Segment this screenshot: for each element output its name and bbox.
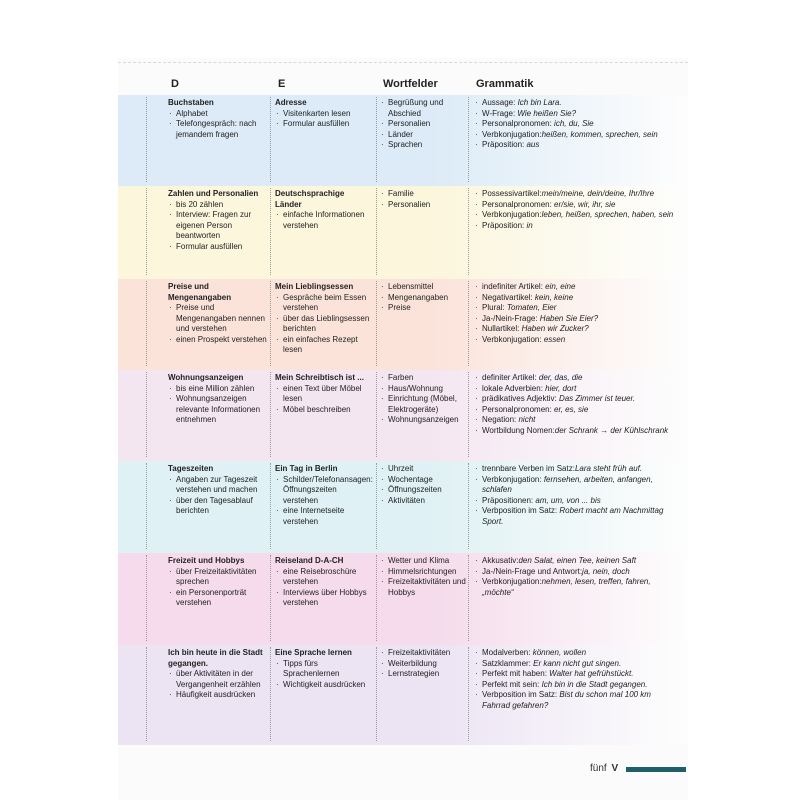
grammar-label: lokale Adverbien: bbox=[482, 383, 546, 393]
list-item: · Häufigkeit ausdrücken bbox=[168, 690, 268, 701]
column-divider bbox=[376, 97, 377, 182]
grammar-example: aus bbox=[526, 140, 540, 149]
list-item bbox=[474, 282, 674, 293]
page-number bbox=[590, 763, 618, 774]
list-item bbox=[474, 189, 674, 200]
grammar-label: Verbkonjugation: bbox=[482, 474, 544, 484]
header-grammatik: Grammatik bbox=[476, 78, 534, 90]
list-item: · über das Lieblingsessen berichten bbox=[275, 314, 373, 335]
grammar-example: am, um, von ... bis bbox=[535, 495, 601, 505]
list-item bbox=[474, 324, 674, 335]
grammatik-list bbox=[474, 189, 674, 231]
column-divider bbox=[468, 281, 469, 366]
list-item bbox=[474, 577, 674, 598]
column-divider bbox=[468, 97, 469, 182]
column-divider bbox=[376, 555, 377, 641]
cell-e bbox=[275, 98, 373, 130]
cell-grammatik bbox=[474, 282, 674, 345]
column-divider bbox=[146, 188, 147, 275]
list-item bbox=[474, 556, 674, 567]
page-word: fünf bbox=[590, 763, 607, 774]
column-divider bbox=[146, 281, 147, 366]
grammar-example: heißen, kommen, sprechen, sein bbox=[541, 129, 658, 139]
e-list bbox=[275, 475, 373, 528]
list-item: · Mengenangaben bbox=[380, 293, 466, 304]
list-item: · über den Tagesablauf berichten bbox=[168, 496, 268, 517]
list-item: · über Aktivitäten in der Vergangenheit erzählen bbox=[168, 669, 268, 690]
grammar-example: er, es, sie bbox=[554, 404, 589, 414]
grammar-label: W-Frage: bbox=[482, 108, 518, 118]
list-item: · Begrüßung und Abschied bbox=[380, 98, 466, 119]
grammar-label: Akkusativ: bbox=[482, 556, 519, 565]
list-item: · eine Reisebroschüre verstehen bbox=[275, 567, 373, 588]
wortfelder-list bbox=[380, 373, 466, 426]
e-list bbox=[275, 659, 373, 691]
grammar-label: Nullartikel: bbox=[482, 324, 522, 333]
grammar-label: Aussage: bbox=[482, 98, 518, 107]
list-item bbox=[474, 659, 674, 670]
cell-d bbox=[168, 556, 268, 609]
cell-e bbox=[275, 373, 373, 415]
column-divider bbox=[468, 555, 469, 641]
column-divider bbox=[270, 188, 271, 275]
grammar-example: mein/meine, dein/deine, Ihr/Ihre bbox=[541, 189, 655, 198]
grammar-example: hier, dort bbox=[545, 383, 577, 393]
cell-wortfelder bbox=[380, 373, 466, 426]
grammar-example: Haben Sie Eier? bbox=[539, 313, 599, 323]
list-item: · Personalien bbox=[380, 200, 466, 211]
list-item: · Farben bbox=[380, 373, 466, 384]
wortfelder-list bbox=[380, 282, 466, 314]
cell-e bbox=[275, 189, 373, 231]
cell-d bbox=[168, 98, 268, 140]
list-item: · Uhrzeit bbox=[380, 464, 466, 475]
header-d: D bbox=[171, 78, 179, 90]
grammar-example: ja, nein, doch bbox=[582, 566, 630, 576]
list-item: · Weiterbildung bbox=[380, 659, 466, 670]
list-item: · Visitenkarten lesen bbox=[275, 109, 373, 120]
column-divider bbox=[468, 188, 469, 275]
list-item: · Personalien bbox=[380, 119, 466, 130]
grammar-label: Modalverben: bbox=[482, 648, 533, 657]
grammar-label: trennbare Verben im Satz: bbox=[482, 464, 575, 473]
list-item: · Freizeitaktivitäten bbox=[380, 648, 466, 659]
grammar-example: nehmen, lesen, treffen, fahren, „möchte“ bbox=[482, 577, 651, 597]
cell-grammatik bbox=[474, 556, 674, 598]
cell-wortfelder bbox=[380, 648, 466, 680]
column-divider bbox=[270, 647, 271, 741]
list-item bbox=[474, 648, 674, 659]
grammar-example: Ich bin Lara. bbox=[517, 98, 562, 107]
list-item: · Angaben zur Tageszeit verstehen und machen bbox=[168, 475, 268, 496]
list-item: · einen Text über Möbel lesen bbox=[275, 384, 373, 405]
list-item bbox=[474, 415, 674, 426]
list-item bbox=[474, 335, 674, 346]
list-item: · Sprachen bbox=[380, 140, 466, 151]
column-divider bbox=[468, 372, 469, 457]
grammar-label: Verbkonjugation: bbox=[482, 210, 542, 219]
column-divider bbox=[146, 372, 147, 457]
column-divider bbox=[376, 188, 377, 275]
list-item bbox=[474, 140, 674, 151]
cell-e bbox=[275, 648, 373, 690]
grammar-example: Walter hat gefrühstückt. bbox=[549, 669, 634, 678]
d-list bbox=[168, 475, 268, 517]
table-row bbox=[118, 553, 688, 645]
wortfelder-list bbox=[380, 464, 466, 506]
grammatik-list bbox=[474, 648, 674, 711]
list-item bbox=[474, 496, 674, 507]
grammar-label: Negation: bbox=[482, 415, 519, 424]
grammar-example: Er kann nicht gut singen. bbox=[533, 658, 622, 668]
column-divider bbox=[376, 372, 377, 457]
list-item: · Familie bbox=[380, 189, 466, 200]
column-divider bbox=[146, 555, 147, 641]
column-divider bbox=[146, 97, 147, 182]
list-item bbox=[474, 405, 674, 416]
list-item: · Schilder/Telefonansagen: Öffnungszeiten verstehen bbox=[275, 475, 373, 507]
cell-grammatik bbox=[474, 648, 674, 711]
cell-d bbox=[168, 373, 268, 426]
list-item bbox=[474, 303, 674, 314]
e-title: Deutschsprachige Länder bbox=[275, 189, 345, 209]
grammar-label: Präpositionen: bbox=[482, 495, 536, 505]
list-item: · Länder bbox=[380, 130, 466, 141]
page-roman: V bbox=[611, 763, 619, 774]
grammar-example: Ich bin in die Stadt gegangen. bbox=[541, 679, 648, 689]
d-list bbox=[168, 109, 268, 141]
e-list bbox=[275, 384, 373, 416]
grammar-example: fernsehen, arbeiten, anfangen, schlafen bbox=[482, 474, 653, 494]
list-item bbox=[474, 109, 674, 120]
list-item: · einfache Informationen verstehen bbox=[275, 210, 373, 231]
grammar-label: Personalpronomen: bbox=[482, 119, 555, 128]
list-item: · Gespräche beim Essen verstehen bbox=[275, 293, 373, 314]
list-item bbox=[474, 373, 674, 384]
grammar-label: Wortbildung Nomen: bbox=[482, 425, 555, 435]
grammar-example: der Schrank → der Kühlschrank bbox=[554, 425, 669, 435]
list-item: · Möbel beschreiben bbox=[275, 405, 373, 416]
grammatik-list bbox=[474, 98, 674, 151]
cell-e bbox=[275, 464, 373, 527]
grammar-example: essen bbox=[543, 334, 566, 344]
e-title: Mein Lieblingsessen bbox=[275, 282, 354, 291]
grammar-label: Präposition: bbox=[482, 140, 527, 149]
list-item: · Wetter und Klima bbox=[380, 556, 466, 567]
e-title: Mein Schreibtisch ist ... bbox=[275, 373, 364, 382]
d-title: Freizeit und Hobbys bbox=[168, 556, 245, 565]
grammar-example: Das Zimmer ist teuer. bbox=[558, 394, 636, 403]
grammar-label: Personalpronomen: bbox=[482, 404, 555, 414]
list-item bbox=[474, 475, 674, 496]
d-title: Buchstaben bbox=[168, 98, 214, 107]
grammar-example: Robert macht am Nachmittag Sport. bbox=[482, 506, 664, 526]
table-row bbox=[118, 279, 688, 370]
grammar-label: Negativartikel: bbox=[482, 292, 535, 302]
list-item bbox=[474, 680, 674, 691]
d-list bbox=[168, 669, 268, 701]
grammar-label: Satzklammer: bbox=[482, 658, 534, 668]
list-item bbox=[474, 221, 674, 232]
grammar-example: nicht bbox=[518, 415, 536, 424]
list-item: · ein Personenporträt verstehen bbox=[168, 588, 268, 609]
grammar-example: kein, keine bbox=[534, 292, 574, 302]
list-item: · Lebensmittel bbox=[380, 282, 466, 293]
list-item: · Aktivitäten bbox=[380, 496, 466, 507]
list-item bbox=[474, 210, 674, 221]
grammar-label: Possessivartikel: bbox=[482, 189, 542, 198]
list-item bbox=[474, 567, 674, 578]
list-item: · eine Internetseite verstehen bbox=[275, 506, 373, 527]
grammar-label: Plural: bbox=[482, 303, 507, 312]
d-title: Zahlen und Personalien bbox=[168, 189, 259, 198]
list-item bbox=[474, 394, 674, 405]
table-row bbox=[118, 95, 688, 186]
list-item bbox=[474, 669, 674, 680]
wortfelder-list bbox=[380, 189, 466, 210]
list-item: · bis eine Million zählen bbox=[168, 384, 268, 395]
header-e: E bbox=[278, 78, 286, 90]
list-item bbox=[474, 293, 674, 304]
column-divider bbox=[270, 97, 271, 182]
list-item: · Preise bbox=[380, 303, 466, 314]
cell-d bbox=[168, 282, 268, 345]
wortfelder-list bbox=[380, 98, 466, 151]
list-item: · über Freizeitaktivitäten sprechen bbox=[168, 567, 268, 588]
column-divider bbox=[270, 281, 271, 366]
list-item bbox=[474, 464, 674, 475]
e-title: Reiseland D-A-CH bbox=[275, 556, 344, 565]
grammar-label: Perfekt mit haben: bbox=[482, 669, 550, 678]
grammar-label: indefiniter Artikel: bbox=[482, 282, 546, 291]
list-item: · Haus/Wohnung bbox=[380, 384, 466, 395]
cell-grammatik bbox=[474, 464, 674, 527]
d-list bbox=[168, 384, 268, 426]
list-item bbox=[474, 426, 674, 437]
list-item: · ein einfaches Rezept lesen bbox=[275, 335, 373, 356]
grammar-example: Tomaten, Eier bbox=[506, 303, 557, 312]
list-item: · Preise und Mengenangaben nennen und verstehen bbox=[168, 303, 268, 335]
cell-d bbox=[168, 648, 268, 701]
e-title: Adresse bbox=[275, 98, 307, 107]
cell-grammatik bbox=[474, 373, 674, 436]
grammar-label: Verbposition im Satz: bbox=[482, 506, 560, 515]
list-item: · Einrichtung (Möbel, Elektrogeräte) bbox=[380, 394, 466, 415]
list-item bbox=[474, 690, 674, 711]
list-item: · bis 20 zählen bbox=[168, 200, 268, 211]
cell-wortfelder bbox=[380, 556, 466, 598]
grammar-example: ein, eine bbox=[545, 282, 576, 291]
cell-wortfelder bbox=[380, 464, 466, 506]
grammatik-list bbox=[474, 464, 674, 527]
e-list bbox=[275, 293, 373, 356]
grammar-example: der, das, die bbox=[538, 373, 583, 382]
column-divider bbox=[468, 463, 469, 549]
grammar-label: Verbkonjugation: bbox=[482, 334, 544, 344]
grammar-label: Präposition: bbox=[482, 220, 527, 230]
grammar-example: er/sie, wir, ihr, sie bbox=[554, 199, 616, 209]
cell-wortfelder bbox=[380, 282, 466, 314]
column-divider bbox=[146, 463, 147, 549]
top-divider bbox=[118, 62, 688, 63]
grammar-example: können, wollen bbox=[532, 648, 587, 657]
column-divider bbox=[270, 463, 271, 549]
list-item: · Alphabet bbox=[168, 109, 268, 120]
wortfelder-list bbox=[380, 648, 466, 680]
table-row bbox=[118, 461, 688, 553]
list-item bbox=[474, 119, 674, 130]
list-item: · Interview: Fragen zur eigenen Person beantworten bbox=[168, 210, 268, 242]
grammatik-list bbox=[474, 282, 674, 345]
grammar-example: Wie heißen Sie? bbox=[517, 108, 577, 118]
list-item bbox=[474, 506, 674, 527]
d-list bbox=[168, 200, 268, 253]
grammar-example: Lara steht früh auf. bbox=[574, 464, 643, 473]
grammar-label: prädikatives Adjektiv: bbox=[482, 394, 559, 403]
grammar-label: definiter Artikel: bbox=[482, 373, 539, 382]
cell-d bbox=[168, 464, 268, 517]
header-wortfelder: Wortfelder bbox=[383, 78, 438, 90]
grammar-example: den Salat, einen Tee, keinen Saft bbox=[518, 556, 637, 565]
list-item bbox=[474, 130, 674, 141]
table-row bbox=[118, 370, 688, 461]
footer-bar bbox=[626, 767, 686, 772]
list-item bbox=[474, 200, 674, 211]
grammatik-list bbox=[474, 373, 674, 436]
grammar-label: Ja-/Nein-Frage und Antwort: bbox=[482, 566, 583, 576]
d-list bbox=[168, 567, 268, 609]
grammar-example: ich, du, Sie bbox=[554, 119, 594, 128]
grammar-label: Ja-/Nein-Frage: bbox=[482, 313, 540, 323]
grammar-example: Haben wir Zucker? bbox=[521, 324, 589, 333]
list-item: · Interviews über Hobbys verstehen bbox=[275, 588, 373, 609]
table-row bbox=[118, 645, 688, 745]
d-title: Tageszeiten bbox=[168, 464, 214, 473]
e-list bbox=[275, 210, 373, 231]
grammar-example: in bbox=[526, 220, 533, 230]
column-divider bbox=[376, 647, 377, 741]
e-title: Eine Sprache lernen bbox=[275, 648, 352, 657]
list-item bbox=[474, 384, 674, 395]
grammar-example: leben, heißen, sprechen, haben, sein bbox=[541, 210, 674, 219]
list-item: · Wohnungsanzeigen relevante Informationen entnehmen bbox=[168, 394, 268, 426]
list-item: · Himmelsrichtungen bbox=[380, 567, 466, 578]
d-title: Wohnungsanzeigen bbox=[168, 373, 244, 382]
table-row bbox=[118, 186, 688, 279]
list-item: · Formular ausfüllen bbox=[168, 242, 268, 253]
list-item: · Wochentage bbox=[380, 475, 466, 486]
grammar-label: Verbkonjugation: bbox=[482, 577, 542, 586]
list-item: · Lernstrategien bbox=[380, 669, 466, 680]
list-item: · Öffnungszeiten bbox=[380, 485, 466, 496]
list-item: · Wichtigkeit ausdrücken bbox=[275, 680, 373, 691]
grammar-label: Personalpronomen: bbox=[482, 199, 555, 209]
cell-e bbox=[275, 282, 373, 356]
cell-d bbox=[168, 189, 268, 252]
list-item: · Wohnungsanzeigen bbox=[380, 415, 466, 426]
cell-wortfelder bbox=[380, 98, 466, 151]
grammar-label: Perfekt mit sein: bbox=[482, 679, 542, 689]
grammar-example: Bist du schon mal 100 km Fahrrad gefahren? bbox=[482, 690, 651, 710]
d-title: Preise und Mengenangaben bbox=[168, 282, 232, 302]
d-list bbox=[168, 303, 268, 345]
cell-grammatik bbox=[474, 98, 674, 151]
column-divider bbox=[270, 555, 271, 641]
d-title: Ich bin heute in die Stadt gegangen. bbox=[168, 648, 263, 668]
e-title: Ein Tag in Berlin bbox=[275, 464, 338, 473]
grammar-label: Verbposition im Satz: bbox=[482, 690, 560, 699]
column-divider bbox=[376, 463, 377, 549]
list-item: · Tipps fürs Sprachenlernen bbox=[275, 659, 373, 680]
cell-wortfelder bbox=[380, 189, 466, 210]
column-divider bbox=[270, 372, 271, 457]
wortfelder-list bbox=[380, 556, 466, 598]
grammatik-list bbox=[474, 556, 674, 598]
column-divider bbox=[376, 281, 377, 366]
e-list bbox=[275, 109, 373, 130]
list-item: · einen Prospekt verstehen bbox=[168, 335, 268, 346]
column-divider bbox=[146, 647, 147, 741]
cell-grammatik bbox=[474, 189, 674, 231]
column-divider bbox=[468, 647, 469, 741]
e-list bbox=[275, 567, 373, 609]
list-item bbox=[474, 98, 674, 109]
list-item: · Formular ausfüllen bbox=[275, 119, 373, 130]
grammar-label: Verbkonjugation: bbox=[482, 129, 542, 139]
list-item: · Freizeitaktivitäten und Hobbys bbox=[380, 577, 466, 598]
list-item bbox=[474, 314, 674, 325]
list-item: · Telefongespräch: nach jemandem fragen bbox=[168, 119, 268, 140]
cell-e bbox=[275, 556, 373, 609]
